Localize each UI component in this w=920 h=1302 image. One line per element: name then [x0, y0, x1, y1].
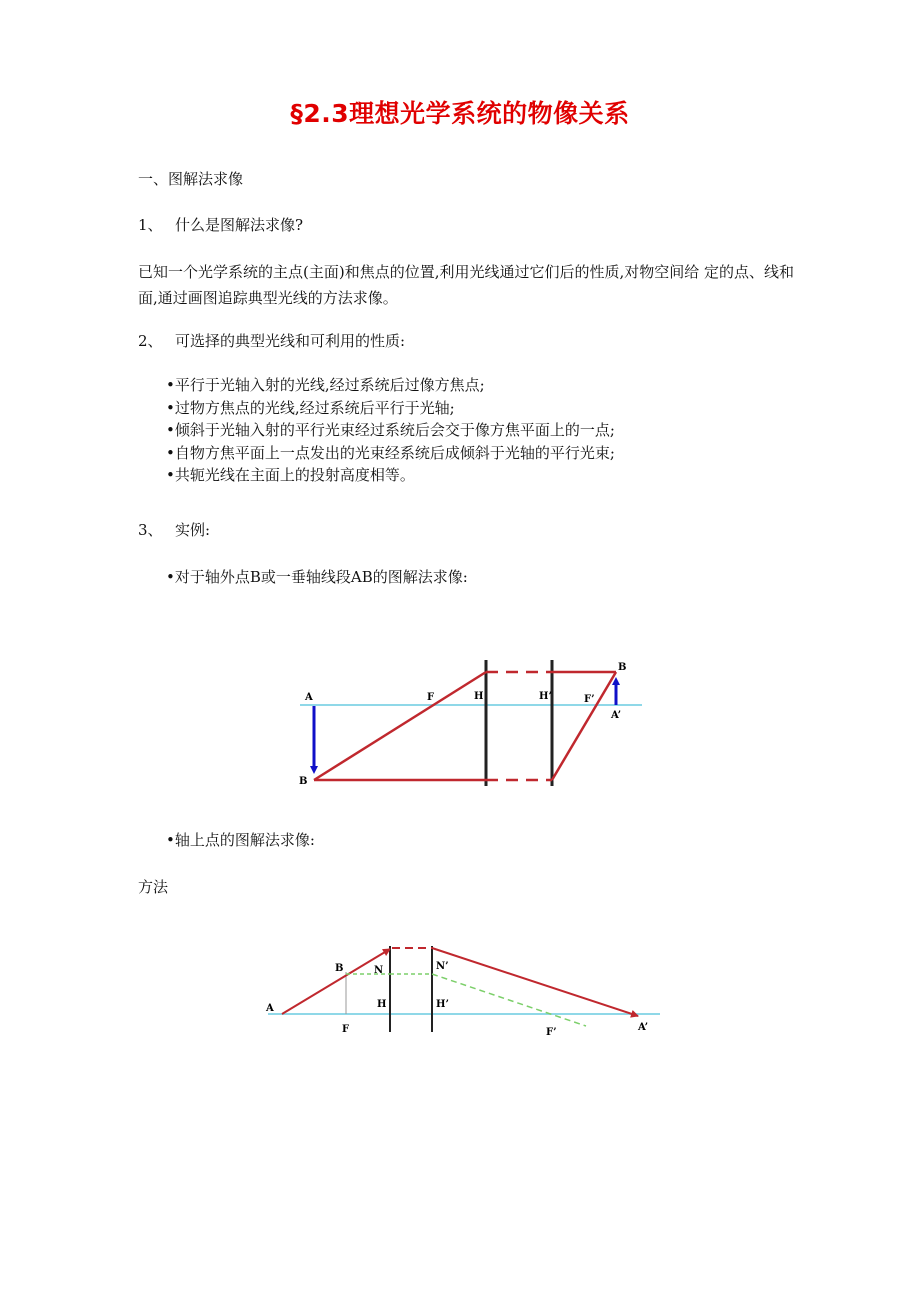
property-item: •平行于光轴入射的光线,经过系统后过像方焦点; [166, 376, 485, 394]
label-h-prime: H’ [436, 999, 449, 1010]
label-a: A [266, 1003, 274, 1014]
ray-incident [282, 949, 390, 1014]
label-f: F [427, 692, 435, 703]
label-n-prime: N’ [436, 961, 449, 972]
label-h: H [377, 999, 387, 1010]
example-1-label: •对于轴外点B或一垂轴线段AB的图解法求像: [166, 568, 468, 586]
label-h-prime: H’ [539, 691, 552, 702]
question-2-text: 可选择的典型光线和可利用的性质: [175, 332, 406, 350]
label-b-prime: B [618, 662, 627, 673]
label-a: A [305, 692, 313, 703]
property-item: •过物方焦点的光线,经过系统后平行于光轴; [166, 398, 455, 417]
intro-paragraph: 已知一个光学系统的主点(主面)和焦点的位置,利用光线通过它们后的性质,对物空间给 定的点、线和面,通过画图追踪典型光线的方法求像。 [138, 263, 795, 307]
auxiliary-ray-image-side [432, 974, 586, 1026]
question-1-number: 1、 [138, 216, 163, 234]
question-3-text: 实例: [175, 521, 211, 539]
ray-emergent [432, 948, 638, 1016]
ray-through-f [314, 672, 486, 780]
question-2-number: 2、 [138, 332, 163, 350]
diagram-off-axis-imaging [290, 655, 650, 795]
property-list [166, 374, 615, 487]
question-1-text: 什么是图解法求像? [175, 216, 304, 234]
label-b: B [335, 963, 344, 974]
ray-through-f-prime [552, 672, 616, 780]
label-a-prime: A’ [611, 710, 622, 721]
question-3-number: 3、 [138, 521, 163, 539]
section-heading: 一、图解法求像 [138, 170, 244, 188]
diagram-on-axis-imaging [262, 940, 662, 1040]
label-b: B [299, 776, 308, 787]
example-2-label: •轴上点的图解法求像: [166, 831, 315, 849]
page-title: §2.3理想光学系统的物像关系 [290, 99, 630, 128]
property-item: •倾斜于光轴入射的平行光束经过系统后会交于像方焦平面上的一点; [166, 421, 615, 439]
label-f-prime: F’ [546, 1027, 557, 1038]
label-f-prime: F’ [584, 694, 595, 705]
label-f: F [342, 1024, 350, 1035]
label-n: N [374, 965, 384, 976]
property-item: •共轭光线在主面上的投射高度相等。 [166, 466, 415, 484]
property-item: •自物方焦平面上一点发出的光束经系统后成倾斜于光轴的平行光束; [166, 443, 615, 462]
method-label: 方法 [138, 878, 169, 896]
label-a-prime: A’ [638, 1022, 649, 1033]
label-h: H [474, 691, 484, 702]
